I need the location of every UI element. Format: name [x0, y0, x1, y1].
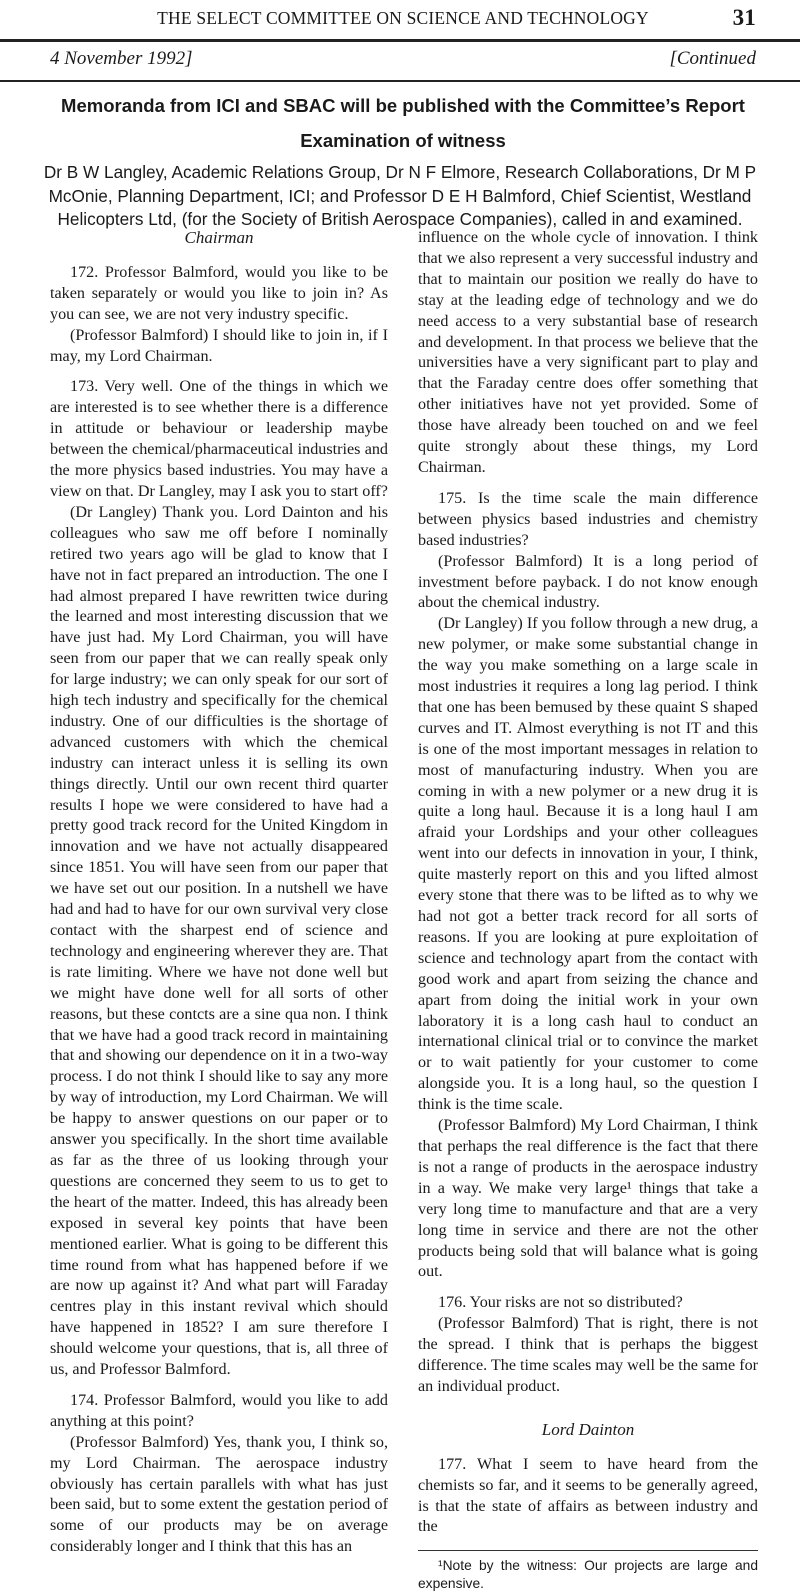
footnote-rule — [418, 1550, 758, 1551]
speaker-heading-chairman: Chairman — [184, 228, 254, 247]
paragraph: 176. Your risks are not so distributed? — [438, 1294, 683, 1312]
paragraph: (Dr Langley) If you follow through a new drug, a new polymer, or make some substantial change in the way you make something on a large scale in most industries it requires a long lag period. I think that one has been bemused by these quaint S shaped curves and IT. Almost everything is not IT and this is one of the most important messages in relation to most of manufacturing industry. When you are coming in with a new polymer or a new drug it is quite a long haul. Because it is a long haul I am afraid your Lordships and your other colleagues went into our defects in innovation in your, I think, quite masterly report on this and you lifted almost every stone that there was to be lifted as to why we had not got a better track record for all sorts of reasons. If you are looking at pure exploitation of science and technology apart from the contact with good work and apart from seizing the chance and apart from doing the initial work in your own laboratory it is a long cash haul to conduct an international clinical trial or to convince the market or to wait patiently for your customer to come alongside you. It is a long haul, so the question I think is the time scale. — [418, 615, 758, 1114]
paragraph: 172. Professor Balmford, would you like to be taken separately or would you like to join in? As you can see, we are not very industry specific. — [50, 263, 388, 323]
paragraph: (Professor Balmford) Yes, thank you, I think so, my Lord Chairman. The aerospace industry obviously has certain parallels with what has just been said, but to some extent the gestation period of some of our products may be on average considerably longer and I think that this has an — [50, 1433, 388, 1556]
witness-list: Dr B W Langley, Academic Relations Group, Dr N F Elmore, Research Collaborations, Dr M P McOnie, Planning Department, ICI; and Professor D E H Balmford, Chief Scientist, Westland Helicopters Ltd, (for the Society of British Aerospace Companies), called in and examined. — [43, 162, 757, 229]
paragraph: 175. Is the time scale the main difference between physics based industries and chemistry based industries? — [418, 489, 758, 549]
date-line — [50, 48, 756, 70]
memoranda-note: Memoranda from ICI and SBAC will be published with the Committee’s Report — [61, 95, 745, 116]
page-number: 31 — [732, 5, 756, 30]
paragraph: (Professor Balmford) That is right, there is not the spread. I think that is perhaps the biggest difference. The time scales may well be the same for an individual product. — [418, 1315, 759, 1395]
footnote: ¹Note by the witness: Our projects are large and expensive. — [418, 1558, 758, 1592]
right-column — [418, 228, 758, 1593]
running-header — [50, 5, 756, 30]
paragraph: (Professor Balmford) I should like to join in, if I may, my Lord Chairman. — [50, 326, 388, 365]
paragraph: (Professor Balmford) My Lord Chairman, I think that perhaps the real difference is the fact that there is not a range of products in the aerospace industry in a way. We make very large¹ things that take a very long time to manufacture and that are a very long time in service and there are not the other products being sold that will balance what is going out. — [418, 1117, 758, 1281]
paragraph: influence on the whole cycle of innovation. I think that we also represent a very successful industry and that to maintain our position we really do have to stay at the leading edge of technology and we do need access to a very substantial base of research and development. In that process we believe that the universities have a very significant part to play and that the Faraday centre does offer something that other initiatives have not yet provided. Some of those have already been touched on and we feel quite strongly about these things, my Lord Chairman. — [418, 229, 758, 476]
header-rule-top — [0, 39, 800, 42]
continued-label: [Continued — [669, 48, 756, 69]
paragraph: 174. Professor Balmford, would you like to add anything at this point? — [50, 1391, 388, 1430]
examination-heading: Examination of witness — [300, 130, 506, 151]
paragraph: (Dr Langley) Thank you. Lord Dainton and his colleagues who saw me off before I nominally retired two years ago will be glad to know that I have not in fact prepared an introduction. The one I had almost prepared I have rewritten twice during the learned and most interesting discussion that we have just had. My Lord Chairman, you will have seen from our paper that we can really speak only for large industry; we can only speak for our sort of high tech industry and specifically for the chemical industry. One of our difficulties is the shortage of advanced customers with which the chemical industry can interact unless it is selling its own things directly. Until our own recent third quarter results I hope we were considered to have had a pretty good track record for the United Kingdom in innovation and we have not actually disappeared since 1851. You will have seen from our paper that we have set out our position. In a nutshell we have had and had to have for our own survival very close contact with the sharpest end of science and technology and engineering wherever they are. That is rate limiting. Where we have not done well but we might have done well for all sorts of other reasons, but these contcts are a sine qua non. I think that we have had a good track record in maintaining that and showing our dependence on it in a two-way process. I do not think I should like to say any more by way of introduction, my Lord Chairman. We will be happy to answer questions on our paper or to answer you specifically. In the short time available as far as the three of us looking through your questions are concerned they seem to us to get to the heart of the matter. Indeed, this has already been exposed in several key points that have been mentioned earlier. What is going to be different this time round from what has happened before if we are now up against it? And what part will Faraday centres play in this instant revival which should have happened in 1852? I am sure therefore I should welcome your questions, that is, all three of us, and Professor Balmford. — [50, 503, 388, 1379]
header-rule-bottom — [0, 80, 800, 82]
paragraph: (Professor Balmford) It is a long period of investment before payback. I do not know enough about the chemical industry. — [418, 552, 758, 612]
left-column — [50, 228, 388, 1558]
paragraph: 177. What I seem to have heard from the chemists so far, and it seems to be generally agreed, is that the state of affairs as between industry and the — [418, 1455, 758, 1536]
paragraph: 173. Very well. One of the things in which we are interested is to see whether there is a difference in attitude or behaviour or leadership maybe between the chemical/pharmaceutical industries and the more physics based industries. You may have a view on that. Dr Langley, may I ask you to start off? — [50, 378, 388, 500]
speaker-heading-lord-dainton: Lord Dainton — [541, 1419, 635, 1439]
session-date: 4 November 1992] — [50, 48, 193, 69]
running-title: THE SELECT COMMITTEE ON SCIENCE AND TECHNOLOGY — [157, 8, 649, 28]
